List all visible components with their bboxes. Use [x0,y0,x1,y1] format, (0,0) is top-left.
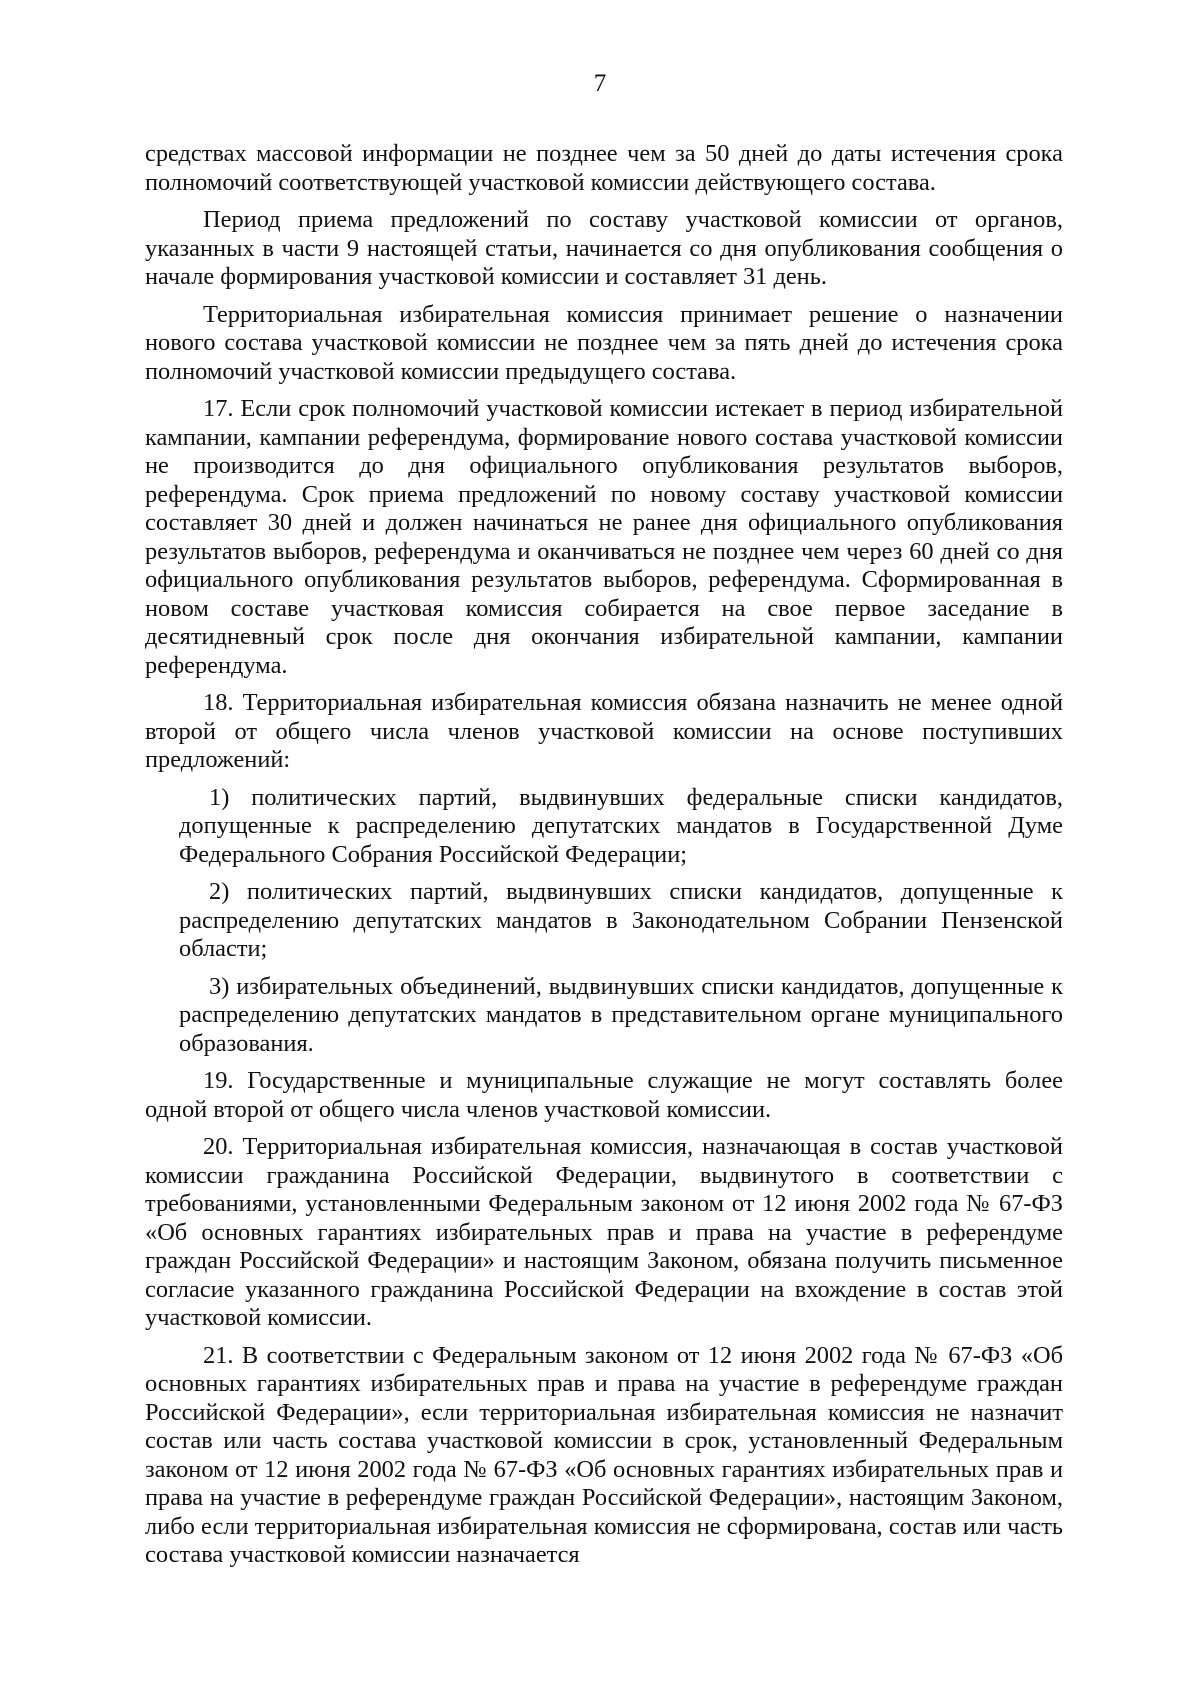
paragraph-19: 19. Государственные и муниципальные служащие не могут составлять более одной второй от общего числа членов участковой комиссии. [145,1067,1063,1123]
paragraph-18-item-2: 2) политических партий, выдвинувших списки кандидатов, допущенные к распределению депутатских мандатов в Законодательном Собрании Пензенской области; [179,878,1063,962]
page-number: 7 [593,70,607,97]
paragraph-17: 17. Если срок полномочий участковой комиссии истекает в период избирательной кампании, кампании референдума, формирование нового состава участковой комиссии не производится до дня официального опубликования результатов выборов, референдума. Срок приема предложений по новому составу участковой комиссии составляет 30 дней и должен начинаться не ранее дня официального опубликования результатов выборов, референдума и оканчиваться не позднее чем через 60 дней со дня официального опубликования результатов выборов, референдума. Сформированная в новом составе участковая комиссия собирается на свое первое заседание в десятидневный срок после дня окончания избирательной кампании, кампании референдума. [145,395,1063,679]
paragraph-18-item-3: 3) избирательных объединений, выдвинувших списки кандидатов, допущенные к распределению депутатских мандатов в представительном органе муниципального образования. [179,972,1063,1057]
paragraph-18-item-1: 1) политических партий, выдвинувших федеральные списки кандидатов, допущенные к распределению депутатских мандатов в Государственной Думе Федерального Собрания Российской Федерации; [179,783,1063,868]
paragraph-proposal-period: Период приема предложений по составу участковой комиссии от органов, указанных в части 9 настоящей статьи, начинается со дня опубликования сообщения о начале формирования участковой комиссии и составляет 31 день. [145,206,1063,290]
paragraph-appointment-decision: Территориальная избирательная комиссия принимает решение о назначении нового состава участковой комиссии не позднее чем за пять дней до истечения срока полномочий участковой комиссии предыдущего состава. [145,300,1063,385]
paragraph-20: 20. Территориальная избирательная комиссия, назначающая в состав участковой комиссии гражданина Российской Федерации, выдвинутого в соответствии с требованиями, установленными Федеральным законом от 12 июня 2002 года № 67-ФЗ «Об основных гарантиях избирательных прав и права на участие в референдуме граждан Российской Федерации» и настоящим Законом, обязана получить письменное согласие указанного гражданина Российской Федерации на вхождение в состав этой участковой комиссии. [145,1133,1063,1331]
paragraph-21: 21. В соответствии с Федеральным законом от 12 июня 2002 года № 67-ФЗ «Об основных гарантиях избирательных прав и права на участие в референдуме граждан Российской Федерации», если территориальная избирательная комиссия не назначит состав или часть состава участковой комиссии в срок, установленный Федеральным законом от 12 июня 2002 года № 67-ФЗ «Об основных гарантиях избирательных прав и права на участие в референдуме граждан Российской Федерации», настоящим Законом, либо если территориальная избирательная комиссия не сформирована, состав или часть состава участковой комиссии назначается [145,1341,1063,1568]
paragraph-continuation: средствах массовой информации не позднее чем за 50 дней до даты истечения срока полномочий соответствующей участковой комиссии действующего состава. [145,140,1063,196]
paragraph-18: 18. Территориальная избирательная комиссия обязана назначить не менее одной второй от общего числа членов участковой комиссии на основе поступивших предложений: [145,689,1063,773]
document-body [145,140,1063,1579]
